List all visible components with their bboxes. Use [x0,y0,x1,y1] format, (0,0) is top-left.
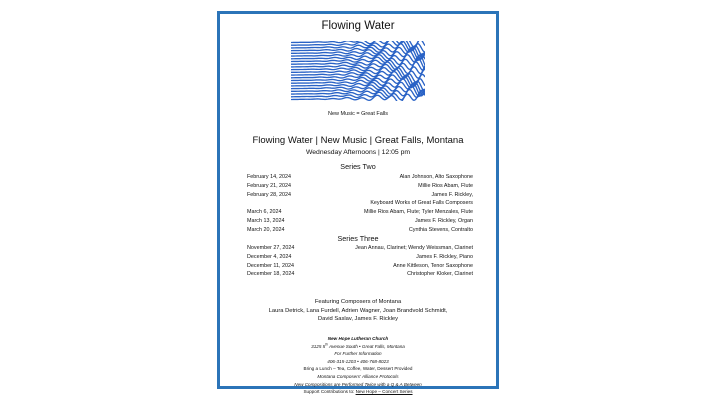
concert-date: December 4, 2024 [247,253,292,260]
series-three-title: Series Three [337,234,379,243]
alliance-protocols: Montana Composers' Alliance Protocols [317,373,399,379]
performer: Jean Annau, Clarinet; Wendy Weissman, Clarinet [355,245,473,251]
flyer-page [217,11,499,395]
performer: Cynthia Stevens, Contralto [408,226,473,233]
list-item [247,262,473,271]
performer: Millie Rios Abam, Flute [418,182,473,189]
list-item [247,253,473,262]
list-item [247,191,473,200]
list-item [247,199,473,208]
performer: Alan Johnson, Alto Saxophone [399,174,473,180]
performer: Anne Kittleson, Tenor Saxophone [393,262,473,269]
list-item [247,208,473,217]
performer: James F. Rickley, [431,191,473,198]
composers-line: Laura Detrick, Lana Furdell, Adrien Wagner, Joan Brandvold Schmidt, [268,307,448,314]
further-info-label: For Further Information [334,351,382,357]
concert-date: March 6, 2024 [247,209,282,216]
support-link[interactable]: New Hope – Concert Series [355,389,413,395]
support-line: Support Contributions to: New Hope – Concert Series [303,389,413,395]
concert-date: March 20, 2024 [247,226,285,233]
performer: James F. Rickley, Piano [416,253,473,260]
list-item [247,244,473,253]
series-three-list [247,244,473,279]
list-item [247,270,473,279]
series-two-list [247,173,473,235]
phone-numbers: 406-315-1203 • 406-768-8023 [327,358,389,364]
concert-date: December 11, 2024 [247,262,294,269]
concert-date: March 13, 2024 [247,217,285,224]
flyer-title: Flowing Water [321,20,395,32]
list-item [247,173,473,182]
lunch-note: Bring a Lunch – Tea, Coffee, Water, Dessert Provided [303,366,413,372]
series-two-title: Series Two [340,162,376,171]
list-item [247,182,473,191]
venue-info [220,335,496,396]
concert-date: November 27, 2024 [247,245,295,251]
performer: Christopher Kloker, Clarinet [407,271,473,278]
headline: Flowing Water | New Music | Great Falls, Montana [252,135,464,146]
flowing-water-artwork [291,41,425,101]
featuring-heading: Featuring Composers of Montana [314,299,402,305]
concert-date: February 28, 2024 [247,191,292,198]
concert-date: February 14, 2024 [247,174,292,180]
performer: Keyboard Works of Great Falls Composers [370,200,473,207]
composers-line: David Saslav, James F. Rickley [317,316,399,323]
concert-date: February 21, 2024 [247,182,292,189]
list-item [247,217,473,226]
performer: James F. Rickley, Organ [414,217,473,224]
concert-date: December 18, 2024 [247,271,295,278]
schedule-subhead: Wednesday Afternoons | 12:05 pm [305,149,411,156]
performer: Millie Rios Abam, Flute; Tyler Menzales, Flute [364,209,473,216]
featuring-section [220,298,496,324]
tagline: New Music = Great Falls [327,111,389,117]
church-name: New Hope Lutheran Church [327,336,389,341]
compositions-note: New Compositions are Performed Twice with a Q & A Between [294,381,422,387]
address: 3125 5th Avenue South • Great Falls, Montana [311,342,405,349]
